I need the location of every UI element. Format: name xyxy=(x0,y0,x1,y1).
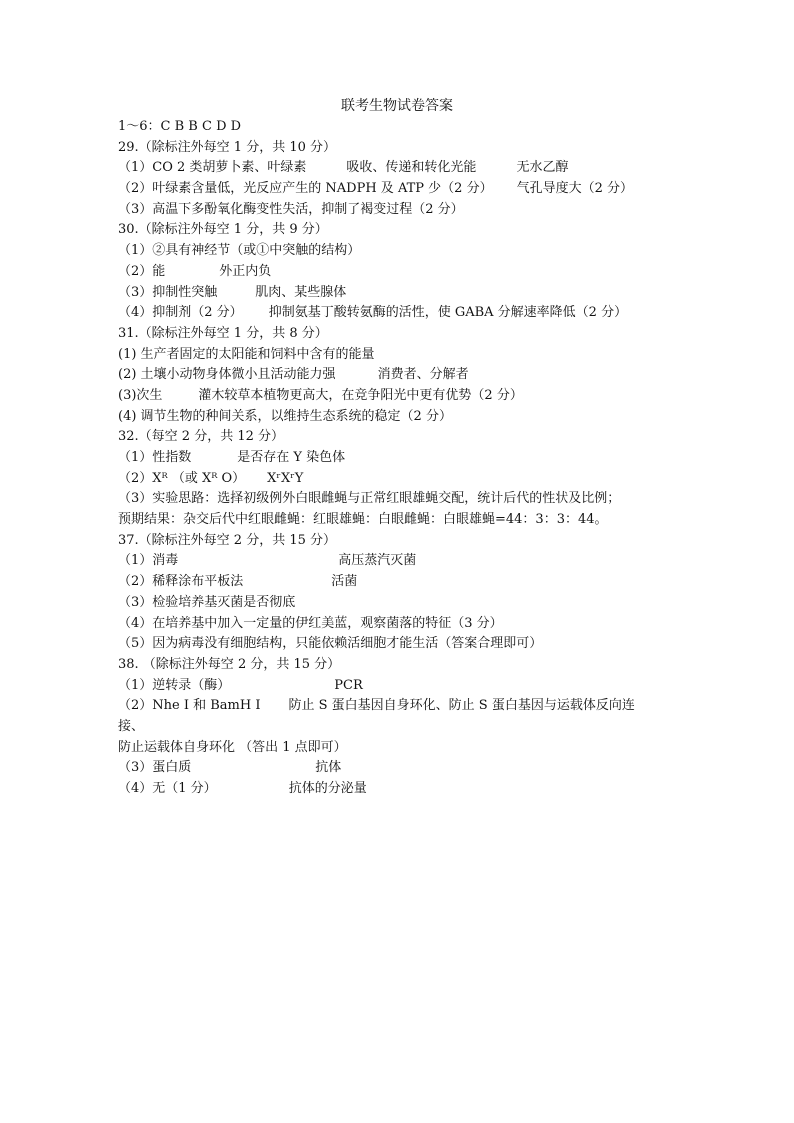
answer-segment: （3）实验思路：选择初级例外白眼雌蝇与正常红眼雄蝇交配，统计后代的性状及比例； xyxy=(118,491,621,507)
answer-line xyxy=(118,283,688,304)
answer-segment: (4) 调节生物的种间关系，以维持生态系统的稳定（2 分） xyxy=(118,408,452,424)
answer-segment: （1）逆转录（酶） xyxy=(118,677,231,693)
answer-segment: 抗体的分泌量 xyxy=(288,781,367,796)
answer-segment: （1）性指数 xyxy=(118,450,192,465)
answer-line xyxy=(118,303,688,324)
answer-line xyxy=(118,138,688,159)
answer-segment: 肌肉、某些腺体 xyxy=(255,284,347,300)
answer-segment: 防止运载体自身环化 （答出 1 点即可） xyxy=(118,739,347,755)
answer-segment: （4）无（1 分） xyxy=(118,781,217,796)
answer-segment: 活菌 xyxy=(331,574,358,590)
answer-segment: 高压蒸汽灭菌 xyxy=(338,553,417,569)
answer-line xyxy=(118,696,688,717)
answer-segment: 外正内负 xyxy=(219,263,272,279)
answer-line xyxy=(118,489,688,510)
answer-segment: 是否存在 Y 染色体 xyxy=(237,450,346,465)
answer-line xyxy=(118,179,688,200)
answer-segment: 接、 xyxy=(118,718,145,734)
answer-line xyxy=(118,386,688,407)
answer-segment: 37.（除标注外每空 2 分，共 15 分） xyxy=(118,532,337,548)
answer-segment: (3)次生 xyxy=(118,387,163,403)
document-title: 联考生物试卷答案 xyxy=(341,98,453,114)
answer-segment: 抑制氨基丁酸转氨酶的活性，使 GABA 分解速率降低（2 分） xyxy=(268,305,628,321)
answer-segment: PCR xyxy=(334,677,363,693)
answer-segment: 32.（每空 2 分，共 12 分） xyxy=(118,429,285,445)
answer-line xyxy=(118,758,688,779)
answer-segment: （3）检验培养基灭菌是否彻底 xyxy=(118,594,296,610)
answer-line xyxy=(118,158,688,179)
answer-segment: 29.（除标注外每空 1 分，共 10 分） xyxy=(118,139,337,155)
answer-segment: （2）稀释涂布平板法 xyxy=(118,574,244,590)
answer-segment: 吸收、传递和转化光能 xyxy=(346,160,477,176)
answer-line xyxy=(118,365,688,386)
answer-segment: 30.（除标注外每空 1 分，共 9 分） xyxy=(118,222,328,238)
answer-line xyxy=(118,345,688,366)
answer-line xyxy=(118,220,688,241)
answer-segment: （2）能 xyxy=(118,263,166,279)
answer-line xyxy=(118,572,688,593)
answer-segment: 消费者、分解者 xyxy=(377,367,469,383)
answer-segment: 31.（除标注外每空 1 分，共 8 分） xyxy=(118,325,328,341)
answer-segment: (1) 生产者固定的太阳能和饲料中含有的能量 xyxy=(118,346,375,362)
answer-line xyxy=(118,200,688,221)
answer-line xyxy=(118,655,688,676)
answer-segment: （3）抑制性突触 xyxy=(118,284,218,300)
answer-line xyxy=(118,738,688,759)
answer-content xyxy=(118,117,688,800)
answer-segment: （1）消毒 xyxy=(118,553,179,569)
answer-segment: （2）Xᴿ （或 Xᴿ O） xyxy=(118,470,246,486)
answer-line xyxy=(118,407,688,428)
answer-segment: 防止 S 蛋白基因自身环化、防止 S 蛋白基因与运载体反向连 xyxy=(288,698,635,714)
answer-segment: 气孔导度大（2 分） xyxy=(516,181,633,197)
answer-line xyxy=(118,262,688,283)
answer-segment: XʳXʳY xyxy=(267,470,304,486)
answer-line xyxy=(118,117,688,138)
answer-segment: （2）叶绿素含量低，光反应产生的 NADPH 及 ATP 少（2 分） xyxy=(118,181,493,197)
answer-line xyxy=(118,593,688,614)
answer-segment: （4）抑制剂（2 分） xyxy=(118,305,243,321)
answer-segment: 1～6：C B B C D D xyxy=(118,119,242,134)
answer-segment: 抗体 xyxy=(315,760,342,776)
answer-line xyxy=(118,510,688,531)
answer-line xyxy=(118,551,688,572)
answer-line xyxy=(118,427,688,448)
answer-segment: (2) 土壤小动物身体微小且活动能力强 xyxy=(118,367,336,383)
answer-segment: （1）CO 2 类胡萝卜素、叶绿素 xyxy=(118,160,307,176)
answer-line xyxy=(118,779,688,800)
answer-segment: （5）因为病毒没有细胞结构，只能依赖活细胞才能生活（答案合理即可） xyxy=(118,636,543,652)
answer-segment: 预期结果：杂交后代中红眼雌蝇：红眼雄蝇：白眼雌蝇：白眼雄蝇=44：3：3：44。 xyxy=(118,512,608,528)
answer-segment: （2）Nhe I 和 BamH I xyxy=(118,698,261,714)
answer-segment: 灌木较草本植物更高大，在竞争阳光中更有优势（2 分） xyxy=(198,387,523,403)
answer-line xyxy=(118,676,688,697)
answer-line xyxy=(118,614,688,635)
answer-segment: 无水乙醇 xyxy=(516,160,569,176)
answer-line xyxy=(118,448,688,469)
answer-segment: 38. （除标注外每空 2 分，共 15 分） xyxy=(118,656,341,672)
answer-line xyxy=(118,634,688,655)
answer-line xyxy=(118,324,688,345)
answer-line xyxy=(118,469,688,490)
answer-line xyxy=(118,531,688,552)
answer-segment: （1）②具有神经节（或①中突触的结构） xyxy=(118,243,361,259)
answer-segment: （3）蛋白质 xyxy=(118,760,192,776)
answer-line xyxy=(118,241,688,262)
answer-line xyxy=(118,717,688,738)
answer-segment: （4）在培养基中加入一定量的伊红美蓝，观察菌落的特征（3 分） xyxy=(118,615,503,631)
answer-segment: （3）高温下多酚氧化酶变性失活，抑制了褐变过程（2 分） xyxy=(118,201,464,217)
